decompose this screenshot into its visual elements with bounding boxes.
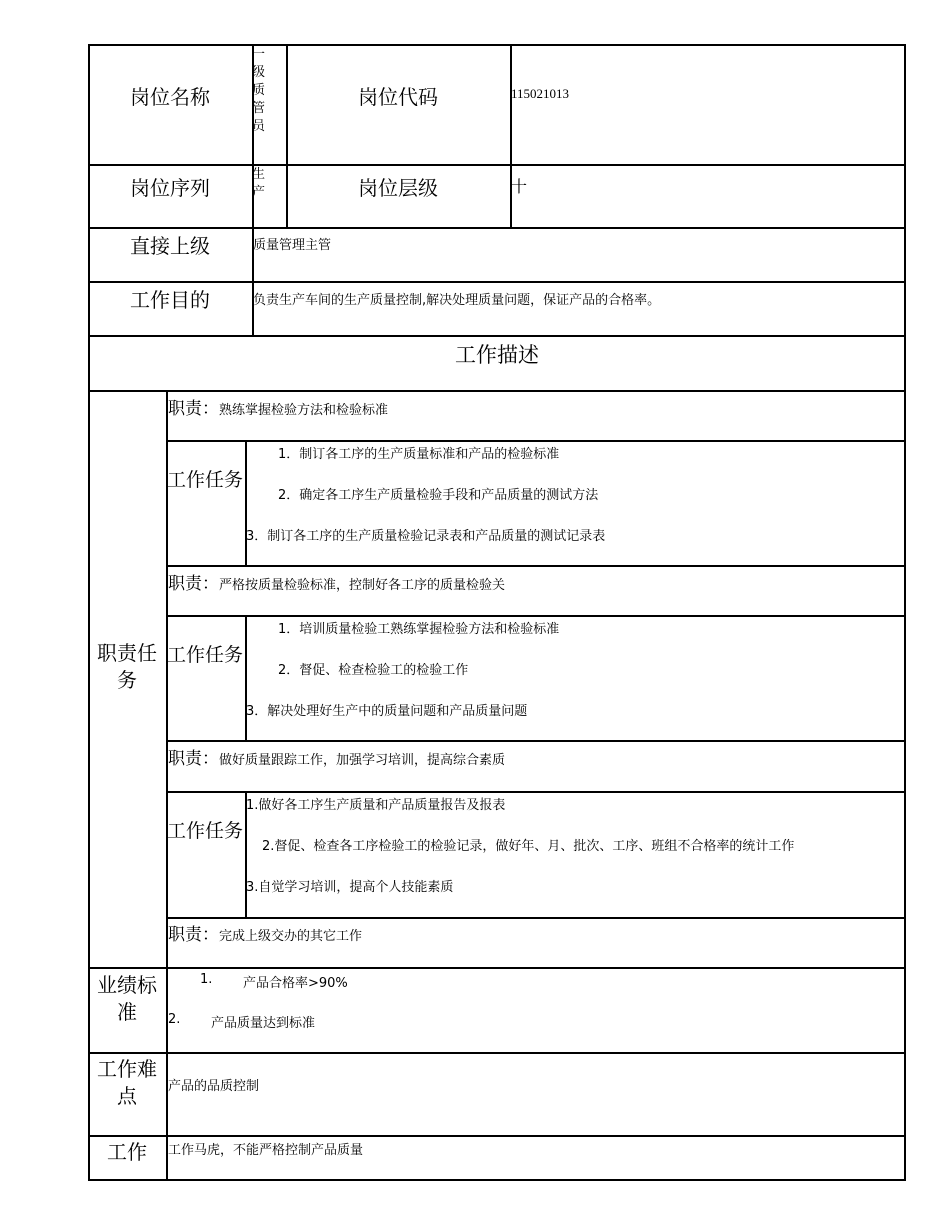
row-divider: [166, 615, 906, 617]
performance-item: 产品合格率>90%: [243, 976, 348, 991]
duty-item: [168, 744, 505, 769]
col-divider: [166, 390, 168, 1181]
performance-number: 2.: [168, 1012, 181, 1027]
level-value: 十: [511, 177, 528, 196]
duty-text: 严格按质量检验标准，控制好各工序的质量检验关: [219, 578, 506, 593]
position-code-label: 岗位代码: [358, 85, 438, 109]
task-item: 1.做好各工序生产质量和产品质量报告及报表: [246, 798, 506, 813]
task-label: 工作任务: [166, 644, 243, 666]
task-label: 工作任务: [166, 820, 243, 842]
position-name-label: 岗位名称: [130, 85, 210, 109]
difficulty-label: 工作难点: [97, 1057, 157, 1108]
position-name-value: 一级质管员: [252, 47, 266, 134]
row-divider: [166, 440, 906, 442]
col-divider: [245, 615, 247, 740]
performance-label: 业绩标准: [97, 973, 157, 1024]
duty-text: 做好质量跟踪工作，加强学习培训，提高综合素质: [219, 753, 506, 768]
description-title: 工作描述: [455, 343, 539, 367]
task-item: 1．制订各工序的生产质量标准和产品的检验标准: [278, 447, 560, 462]
weakness-label: 工作: [107, 1140, 147, 1164]
purpose-label: 工作目的: [130, 288, 210, 312]
duty-text: 完成上级交办的其它工作: [219, 929, 363, 944]
superior-label: 直接上级: [130, 234, 210, 258]
border-right: [904, 44, 906, 1181]
row-divider: [166, 791, 906, 793]
row-divider: [88, 1052, 906, 1054]
task-item: 2．督促、检查检验工的检验工作: [278, 663, 469, 678]
task-item: 3．制订各工序的生产质量检验记录表和产品质量的测试记录表: [246, 529, 606, 544]
duties-section-label: 职责任务: [97, 641, 157, 692]
superior-value: 质量管理主管: [253, 238, 332, 253]
border-bottom: [88, 1179, 906, 1181]
row-divider: [88, 335, 906, 337]
row-divider: [88, 227, 906, 229]
weakness-value: 工作马虎，不能严格控制产品质量: [168, 1143, 364, 1158]
duty-text: 熟练掌握检验方法和检验标准: [219, 403, 389, 418]
row-divider: [166, 565, 906, 567]
row-divider: [88, 390, 906, 392]
task-item: 2.督促、检查各工序检验工的检验记录，做好年、月、批次、工序、班组不合格率的统计工作: [262, 839, 795, 854]
sequence-label: 岗位序列: [130, 176, 210, 200]
duty-item: [168, 569, 505, 594]
task-item: 3.自觉学习培训，提高个人技能素质: [246, 880, 454, 895]
task-item: 1．培训质量检验工熟练掌握检验方法和检验标准: [278, 622, 560, 637]
task-label: 工作任务: [166, 469, 243, 491]
duty-prefix: 职责：: [168, 749, 219, 769]
performance-item: 产品质量达到标准: [211, 1016, 316, 1031]
col-divider: [245, 440, 247, 565]
duty-item: [168, 394, 388, 419]
row-divider: [166, 917, 906, 919]
duty-prefix: 职责：: [168, 399, 219, 419]
performance-number: 1.: [200, 972, 213, 987]
row-divider: [88, 967, 906, 969]
row-divider: [88, 164, 906, 166]
position-code-value: 115021013: [511, 86, 570, 101]
border-top: [88, 44, 906, 46]
duty-item: [168, 920, 362, 945]
job-description-form: [88, 44, 906, 1181]
sequence-value: 生产: [252, 167, 266, 200]
purpose-value: 负责生产车间的生产质量控制,解决处理质量问题，保证产品的合格率。: [253, 293, 661, 308]
row-divider: [88, 1135, 906, 1137]
difficulty-value: 产品的品质控制: [168, 1079, 260, 1094]
row-divider: [166, 740, 906, 742]
task-item: 3．解决处理好生产中的质量问题和产品质量问题: [246, 704, 528, 719]
level-label: 岗位层级: [358, 176, 438, 200]
row-divider: [88, 281, 906, 283]
task-item: 2．确定各工序生产质量检验手段和产品质量的测试方法: [278, 488, 599, 503]
col-divider: [510, 44, 512, 227]
duty-prefix: 职责：: [168, 925, 219, 945]
duty-prefix: 职责：: [168, 574, 219, 594]
